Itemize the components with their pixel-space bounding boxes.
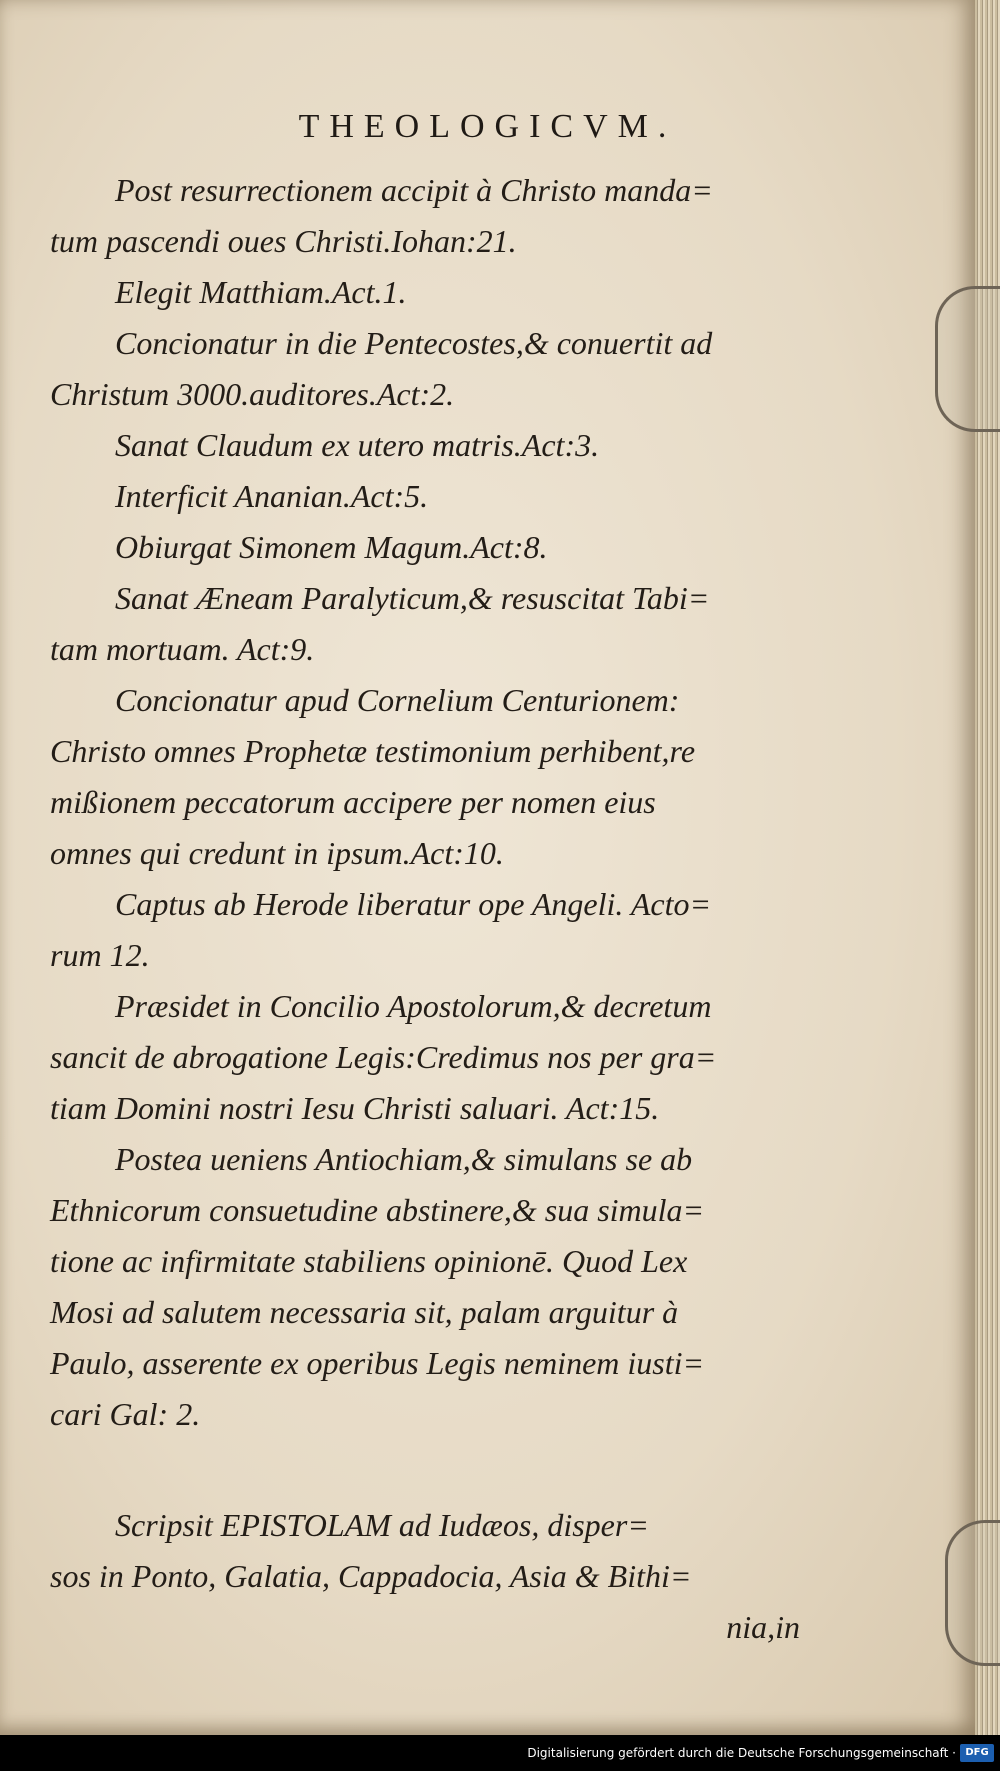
text-line: Christum 3000.auditores.Act:2. <box>50 376 455 412</box>
text-line: mißionem peccatorum accipere per nomen eius <box>50 784 656 820</box>
footer-credit: Digitalisierung gefördert durch die Deutsche Forschungsgemeinschaft · <box>527 1746 956 1760</box>
text-line: Christo omnes Prophetæ testimonium perhibent,re <box>50 733 696 769</box>
text-line: Sanat Claudum ex utero matris.Act:3. <box>115 427 600 463</box>
text-line: Obiurgat Simonem Magum.Act:8. <box>115 529 548 565</box>
text-line: Interficit Ananian.Act:5. <box>115 478 429 514</box>
clasp-bottom <box>945 1520 1000 1666</box>
text-line: omnes qui credunt in ipsum.Act:10. <box>50 835 504 871</box>
text-line: tione ac infirmitate stabiliens opinionē. Quod Lex <box>50 1243 688 1279</box>
paragraph-gap <box>50 1440 800 1500</box>
text-line: Ethnicorum consuetudine abstinere,& sua simula= <box>50 1192 705 1228</box>
dfg-logo: DFG <box>960 1744 994 1762</box>
fore-edge <box>975 0 1000 1735</box>
text-line: Elegit Matthiam.Act.1. <box>115 274 407 310</box>
text-line: Concionatur in die Pentecostes,& conuertit ad <box>115 325 713 361</box>
text-line: Præsidet in Concilio Apostolorum,& decretum <box>115 988 712 1024</box>
text-line: tiam Domini nostri Iesu Christi saluari. Act:15. <box>50 1090 660 1126</box>
text-line: sos in Ponto, Galatia, Cappadocia, Asia & Bithi= <box>50 1558 692 1594</box>
text-line: Paulo, asserente ex operibus Legis neminem iusti= <box>50 1345 705 1381</box>
text-line: Postea ueniens Antiochiam,& simulans se ab <box>115 1141 693 1177</box>
catchword: nia,in <box>726 1609 800 1645</box>
text-line: tam mortuam. Act:9. <box>50 631 315 667</box>
text-line: Concionatur apud Cornelium Centurionem: <box>115 682 680 718</box>
text-line: tum pascendi oues Christi.Iohan:21. <box>50 223 517 259</box>
main-text-block <box>50 165 800 1440</box>
text-line: cari Gal: 2. <box>50 1396 201 1432</box>
text-line: Captus ab Herode liberatur ope Angeli. Acto= <box>115 886 712 922</box>
text-line: Mosi ad salutem necessaria sit, palam arguitur à <box>50 1294 679 1330</box>
epistle-paragraph <box>50 1500 800 1602</box>
text-line: Scripsit EPISTOLAM ad Iudæos, disper= <box>115 1507 649 1543</box>
text-line: Sanat Æneam Paralyticum,& resuscitat Tabi= <box>115 580 710 616</box>
text-line: sancit de abrogatione Legis:Credimus nos per gra= <box>50 1039 717 1075</box>
footer-bar <box>0 1735 1000 1771</box>
text-line: rum 12. <box>50 937 150 973</box>
text-line: Post resurrectionem accipit à Christo manda= <box>115 172 713 208</box>
clasp-top <box>935 286 1000 432</box>
body-text <box>50 165 800 1653</box>
running-head: THEOLOGICVM. <box>298 108 677 145</box>
